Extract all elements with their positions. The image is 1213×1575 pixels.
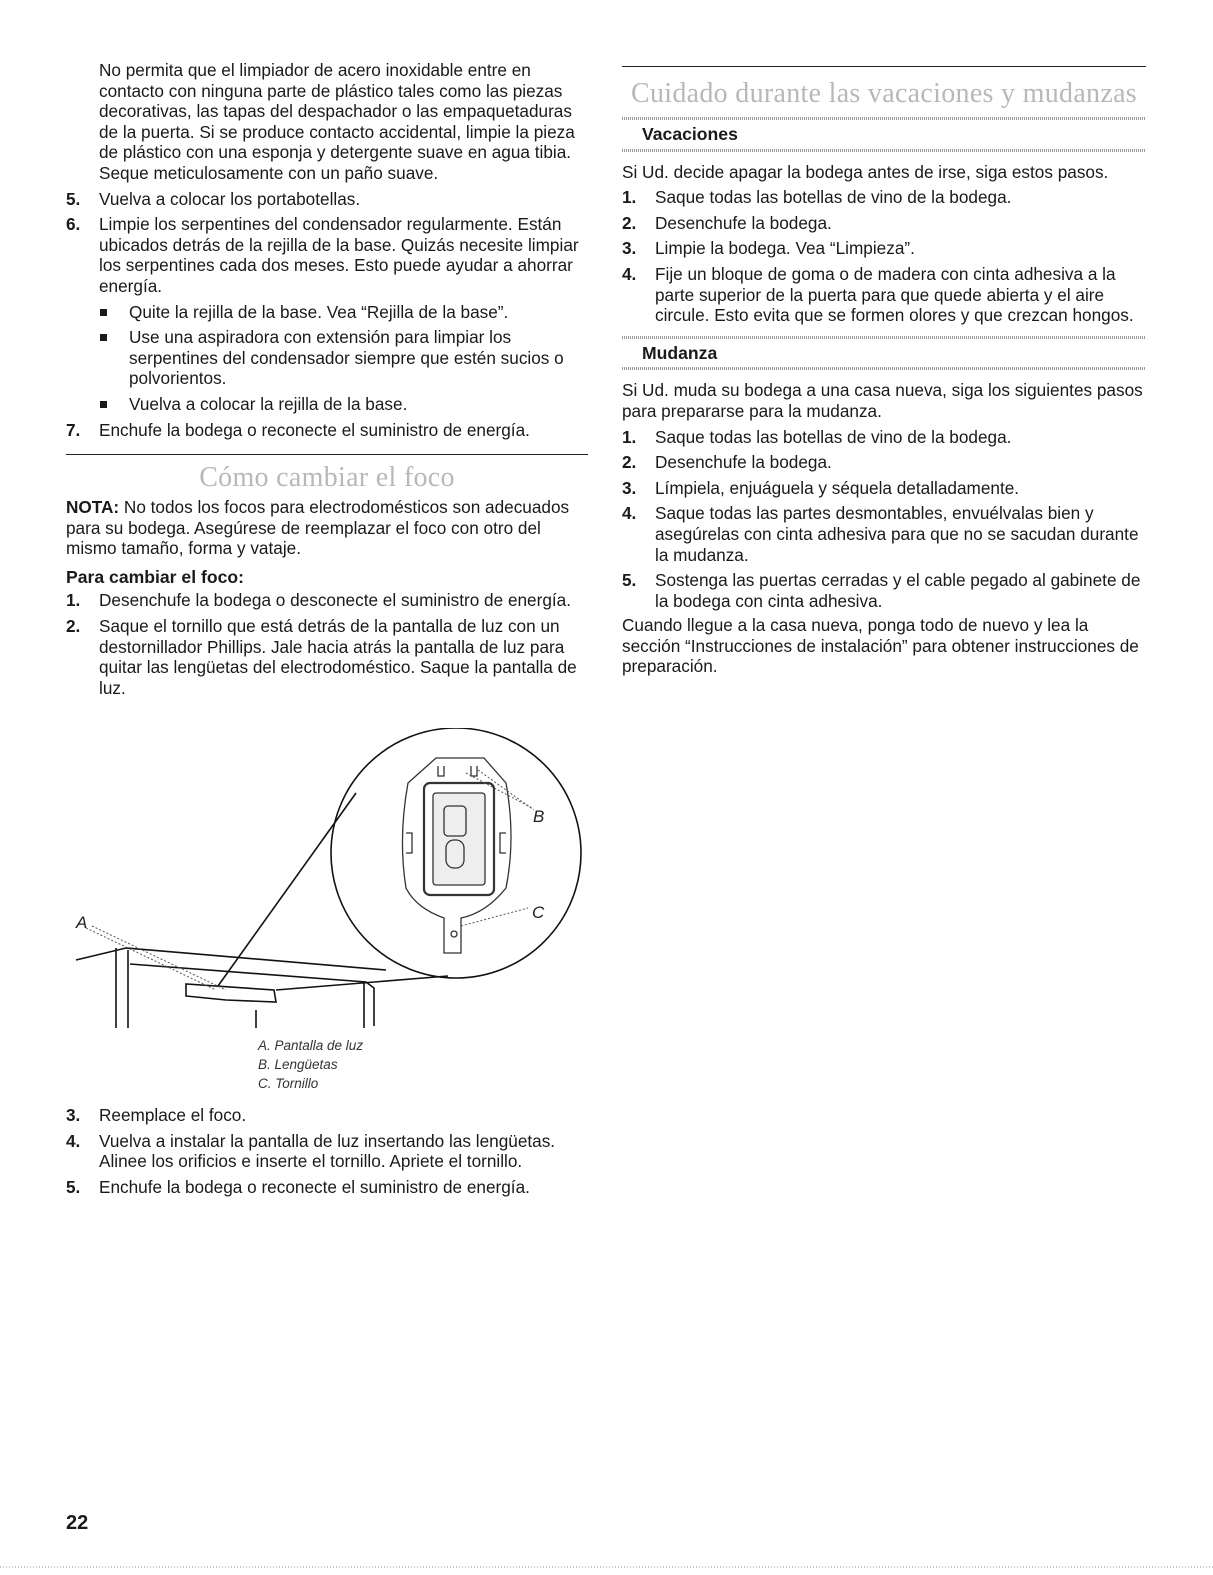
bulb-steps-a <box>66 590 588 698</box>
subheading-mudanza: Mudanza <box>642 342 718 363</box>
list-item <box>66 214 588 296</box>
step-number: 2. <box>66 616 81 637</box>
step-number: 4. <box>622 503 637 524</box>
note-label: NOTA: <box>66 497 120 518</box>
dotted-divider <box>622 367 1146 370</box>
step-text: Desenchufe la bodega. <box>655 212 832 233</box>
step-number: 4. <box>66 1130 81 1151</box>
step-number: 5. <box>622 570 637 591</box>
caption-line: A. Pantalla de luz <box>258 1038 364 1053</box>
light-shield-diagram <box>66 728 588 1068</box>
step-number: 5. <box>66 1176 81 1197</box>
list-item <box>66 1105 588 1126</box>
left-column <box>66 60 588 698</box>
bullet-text: Use una aspiradora con extensión para limpiar los serpentines del condensador siempre que estén sucios o polvorientos. <box>129 327 564 389</box>
label-b: B <box>533 807 545 826</box>
list-item <box>66 1177 588 1198</box>
step-number: 1. <box>66 590 81 611</box>
list-item <box>66 327 588 389</box>
step-text: Vuelva a colocar los portabotellas. <box>99 188 361 209</box>
list-item <box>66 189 588 210</box>
list-item <box>66 394 588 415</box>
moving-intro: Si Ud. muda su bodega a una casa nueva, siga los siguientes pasos para prepararse para la mudanza. <box>622 380 1143 421</box>
list-item <box>622 238 1146 259</box>
step-text: Saque todas las botellas de vino de la bodega. <box>655 187 1012 208</box>
subheading-change-bulb: Para cambiar el foco: <box>66 566 244 587</box>
step-number: 3. <box>622 238 637 259</box>
list-item <box>622 478 1146 499</box>
moving-closing: Cuando llegue a la casa nueva, ponga todo de nuevo y lea la sección “Instrucciones de instalación” para obtener instrucciones de preparación. <box>622 615 1139 677</box>
bullet-icon <box>100 401 107 408</box>
caption-line: C. Tornillo <box>258 1076 319 1091</box>
light-shield-shape <box>186 984 276 1002</box>
step-text: Limpie los serpentines del condensador regularmente. Están ubicados detrás de la rejilla de la base. Quizás necesite limpiar los serpentines cada dos meses. Esto puede ayudar a ahorrar energía. <box>99 214 579 296</box>
label-a: A <box>76 913 88 932</box>
step-text: Desenchufe la bodega o desconecte el suministro de energía. <box>99 590 572 611</box>
list-item <box>66 1131 588 1172</box>
vacation-steps <box>622 187 1146 326</box>
label-c: C <box>532 903 545 922</box>
step-number: 5. <box>66 188 81 209</box>
step-text: Vuelva a instalar la pantalla de luz insertando las lengüetas. Alinee los orificios e inserte el tornillo. Apriete el tornillo. <box>99 1130 556 1172</box>
list-item <box>66 590 588 611</box>
screw-hole <box>451 931 457 937</box>
step-number: 2. <box>622 212 637 233</box>
page-number: 22 <box>66 1512 89 1534</box>
bullet-list <box>66 302 588 415</box>
list-item <box>622 570 1146 611</box>
step-number: 2. <box>622 452 637 473</box>
subheading-vacaciones: Vacaciones <box>642 124 738 144</box>
section-divider <box>66 454 588 455</box>
moving-steps <box>622 427 1146 612</box>
list-item <box>622 427 1146 448</box>
list-item <box>622 452 1146 473</box>
list-item <box>622 503 1146 565</box>
section-divider <box>622 66 1146 67</box>
bulb-steps-b <box>66 1105 588 1197</box>
step-text: Fije un bloque de goma o de madera con cinta adhesiva a la parte superior de la puerta para que quede abierta y el aire circule. Esto evita que se formen olores y que crezcan hongos. <box>655 263 1134 326</box>
step-number: 7. <box>66 419 81 440</box>
step-text: Desenchufe la bodega. <box>655 452 832 473</box>
list-item <box>622 264 1146 326</box>
step-text: Sostenga las puertas cerradas y el cable pegado al gabinete de la bodega con cinta adhesiva. <box>655 570 1141 611</box>
note-text: No todos los focos para electrodomésticos son adecuados para su bodega. Asegúrese de reemplazar el foco con otro del mismo tamaño, forma y vataje. <box>66 497 570 559</box>
step-text: Límpiela, enjuáguela y séquela detalladamente. <box>655 477 1020 498</box>
list-item <box>66 420 588 441</box>
step-text: Limpie la bodega. Vea “Limpieza”. <box>655 238 915 259</box>
list-item <box>622 187 1146 208</box>
scan-edge <box>0 1566 1213 1568</box>
step-text: Saque el tornillo que está detrás de la pantalla de luz con un destornillador Phillips. Jale hacia atrás la pantalla de luz para quitar las lengüetas del electrodoméstico. Saque la pantalla de luz. <box>99 616 577 698</box>
step-text: Saque todas las botellas de vino de la bodega. <box>655 426 1012 447</box>
step-text: Enchufe la bodega o reconecte el suministro de energía. <box>99 1176 530 1197</box>
step-text: Saque todas las partes desmontables, envuélvalas bien y asegúrelas con cinta adhesiva para que no se sacudan durante la mudanza. <box>655 503 1139 565</box>
list-item <box>66 616 588 698</box>
step-number: 3. <box>622 477 637 498</box>
right-column <box>622 66 1146 677</box>
step-number: 3. <box>66 1105 81 1125</box>
step-number: 1. <box>622 187 637 208</box>
section-title-vacations: Cuidado durante las vacaciones y mudanzas <box>630 78 1138 109</box>
caption-line: B. Lengüetas <box>258 1057 338 1072</box>
step-text: Reemplace el foco. <box>99 1105 247 1125</box>
intro-paragraph: No permita que el limpiador de acero inoxidable entre en contacto con ninguna parte de plástico tales como las piezas decorativas, las tapas del despachador o las empaquetaduras de la puerta. Si se produce contacto accidental, limpie la pieza de plástico con una esponja y detergente suave en agua tibia. Seque meticulosamente con un paño suave. <box>99 60 575 183</box>
note-paragraph <box>66 497 588 559</box>
list-item <box>622 213 1146 234</box>
connector-line <box>218 793 356 986</box>
figure-caption <box>258 1036 363 1093</box>
dotted-divider <box>622 149 1146 152</box>
section-title-bulb: Cómo cambiar el foco <box>199 462 455 494</box>
step-number: 4. <box>622 263 637 284</box>
step-number: 1. <box>622 426 637 447</box>
vacation-intro: Si Ud. decide apagar la bodega antes de irse, siga estos pasos. <box>622 161 1109 182</box>
bullet-text: Vuelva a colocar la rejilla de la base. <box>129 393 408 414</box>
bullet-text: Quite la rejilla de la base. Vea “Rejilla de la base”. <box>129 301 509 322</box>
list-item <box>66 302 588 323</box>
bullet-icon <box>100 309 107 316</box>
bullet-icon <box>100 334 107 341</box>
step-number: 6. <box>66 214 81 235</box>
cleaning-steps <box>66 189 588 297</box>
step-text: Enchufe la bodega o reconecte el suministro de energía. <box>99 419 530 440</box>
